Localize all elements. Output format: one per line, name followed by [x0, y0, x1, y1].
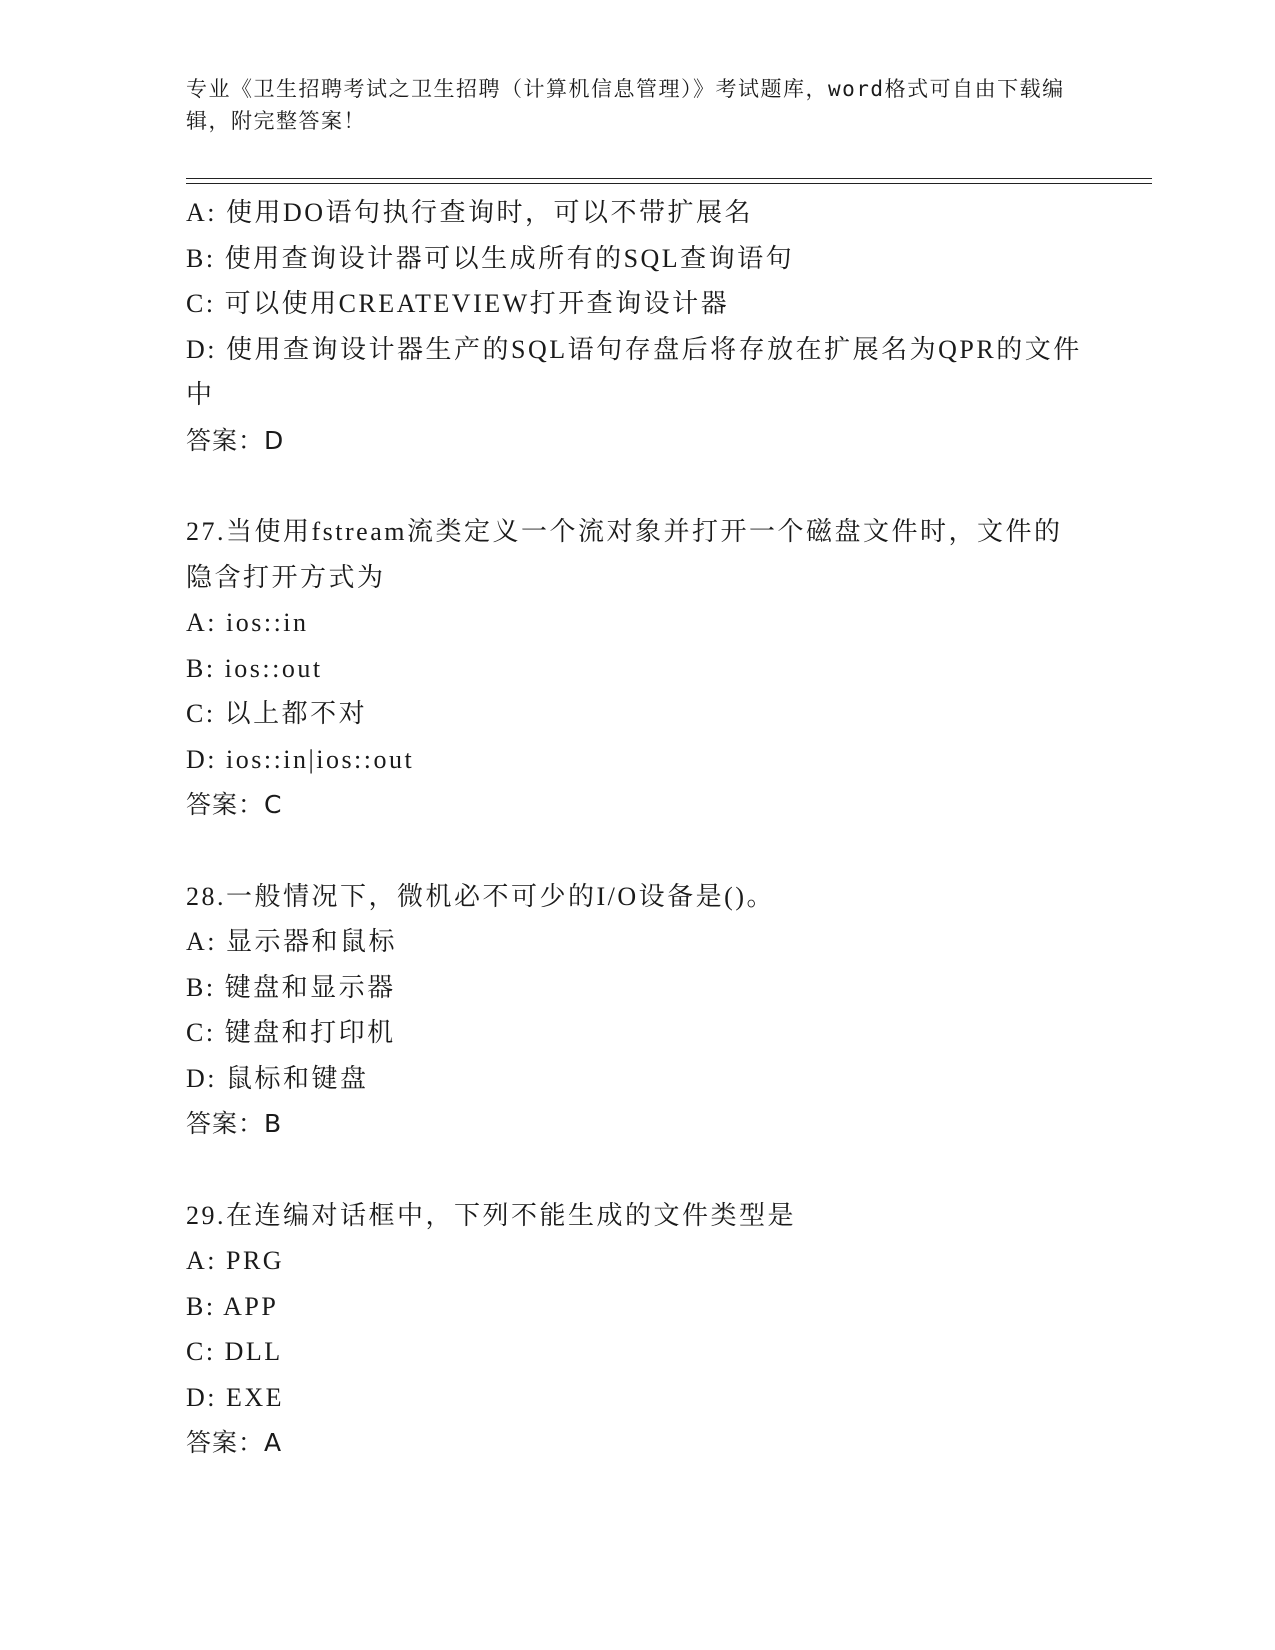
answer: 答案：B [186, 1109, 283, 1138]
answer: 答案：C [186, 790, 283, 819]
question-stem: 29.在连编对话框中，下列不能生成的文件类型是 [186, 1200, 797, 1230]
answer: 答案：A [186, 1428, 283, 1457]
header-divider-bottom [186, 183, 1152, 184]
spacer [186, 1147, 1086, 1193]
option-b: B: APP [186, 1291, 279, 1321]
option-c: C: DLL [186, 1337, 283, 1366]
option-a: A: 显示器和鼠标 [186, 927, 398, 956]
option-d: D: EXE [186, 1382, 285, 1412]
option-c: C: 键盘和打印机 [186, 1018, 396, 1047]
question-block-29 [186, 1193, 1086, 1466]
question-block-27 [186, 509, 1086, 828]
question-stem: 27.当使用fstream流类定义一个流对象并打开一个磁盘文件时，文件的隐含打开方式为 [186, 517, 1063, 592]
option-b: B: 键盘和显示器 [186, 972, 396, 1002]
question-block-26 [186, 190, 1086, 463]
option-c: C: 以上都不对 [186, 699, 368, 728]
option-c: C: 可以使用CREATEVIEW打开查询设计器 [186, 289, 730, 318]
spacer [186, 828, 1086, 874]
option-b: B: ios::out [186, 653, 323, 683]
question-stem: 28.一般情况下，微机必不可少的I/O设备是()。 [186, 881, 775, 911]
header-text: 专业《卫生招聘考试之卫生招聘（计算机信息管理）》考试题库，word格式可自由下载编辑，附完整答案！ [186, 77, 1065, 133]
option-a: A: ios::in [186, 608, 309, 637]
header-divider-top [186, 178, 1152, 179]
option-b: B: 使用查询设计器可以生成所有的SQL查询语句 [186, 243, 795, 273]
option-a: A: 使用DO语句执行查询时，可以不带扩展名 [186, 198, 754, 227]
document-header [186, 73, 1066, 137]
answer: 答案：D [186, 425, 285, 455]
spacer [186, 463, 1086, 509]
question-block-28 [186, 874, 1086, 1147]
question-list [186, 190, 1086, 1466]
option-d: D: ios::in|ios::out [186, 744, 415, 774]
option-d: D: 鼠标和键盘 [186, 1063, 369, 1093]
option-d: D: 使用查询设计器生产的SQL语句存盘后将存放在扩展名为QPR的文件中 [186, 334, 1082, 409]
option-a: A: PRG [186, 1246, 285, 1275]
